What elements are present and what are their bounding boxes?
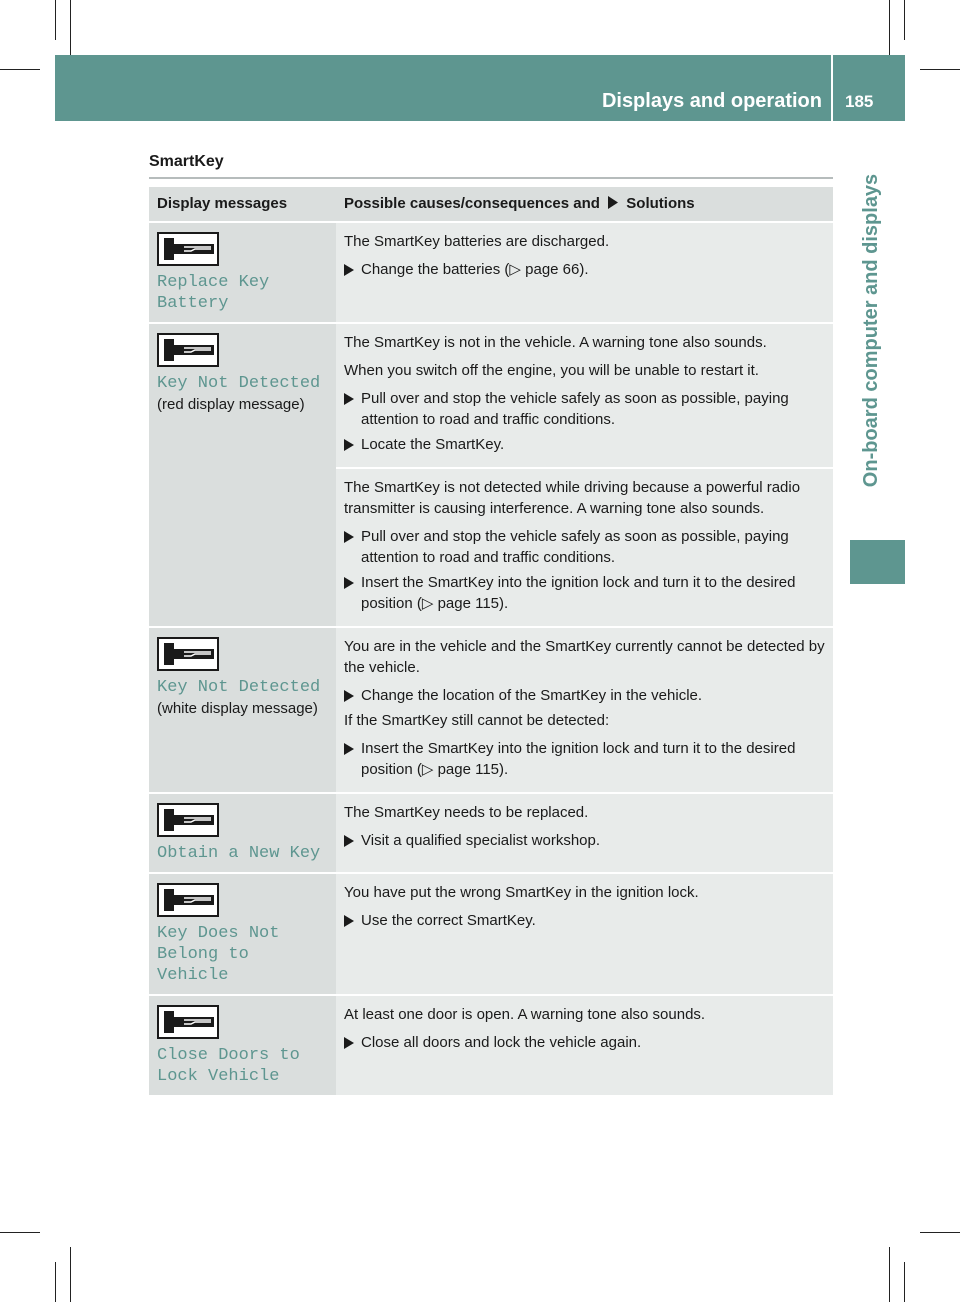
- crop-mark: [889, 1247, 890, 1302]
- cause-text: The SmartKey batteries are discharged.: [344, 233, 610, 250]
- solution-block: [336, 996, 833, 1065]
- display-message-cell: [149, 874, 336, 994]
- solution-block: [336, 794, 833, 863]
- crop-mark: [0, 1232, 40, 1233]
- solution-block: [336, 628, 833, 792]
- arrow-right-icon: [344, 1037, 354, 1049]
- crop-mark: [0, 69, 40, 70]
- cause-text: The SmartKey is not in the vehicle. A warning tone also sounds.: [344, 334, 767, 351]
- arrow-right-icon: [344, 915, 354, 927]
- arrow-right-icon: [607, 196, 619, 209]
- crop-mark: [904, 1262, 905, 1302]
- column-header-display-messages: Display messages: [157, 195, 288, 212]
- arrow-right-icon: [344, 577, 354, 589]
- instruction-text: Locate the SmartKey.: [361, 436, 505, 453]
- table-row: [149, 628, 833, 794]
- instruction-text: Use the correct SmartKey.: [361, 912, 536, 929]
- smartkey-icon: [157, 883, 219, 917]
- instruction-text: Insert the SmartKey into the ignition lock and turn it to the desired position (▷ page 115).: [361, 740, 796, 778]
- table-row: [149, 874, 833, 996]
- display-message-cell: [149, 794, 336, 872]
- instruction-step: [344, 526, 827, 568]
- instruction-step: [344, 685, 827, 706]
- display-message-text: Obtain a New Key: [157, 844, 321, 863]
- display-message-cell: [149, 324, 336, 626]
- arrow-right-icon: [344, 835, 354, 847]
- solution-block: [336, 223, 833, 292]
- side-tab-marker: [850, 540, 905, 584]
- solution-cell: [336, 874, 833, 994]
- display-message-cell: [149, 223, 336, 322]
- section-rule: [149, 177, 833, 179]
- column-header-causes: Possible causes/consequences and: [344, 195, 600, 212]
- column-header-solutions-label: Solutions: [626, 195, 695, 212]
- crop-mark: [920, 1232, 960, 1233]
- solution-cell: [336, 324, 833, 626]
- instruction-text: Pull over and stop the vehicle safely as soon as possible, paying attention to road and traffic conditions.: [361, 390, 789, 428]
- crop-mark: [55, 1262, 56, 1302]
- display-messages-table: [149, 187, 833, 1097]
- arrow-right-icon: [344, 531, 354, 543]
- instruction-step: [344, 830, 827, 851]
- section-title: SmartKey: [149, 153, 224, 170]
- display-message-note: (white display message): [157, 700, 318, 717]
- arrow-right-icon: [344, 743, 354, 755]
- table-row: [149, 223, 833, 324]
- arrow-right-icon: [344, 393, 354, 405]
- solution-block: [336, 874, 833, 943]
- cause-text: At least one door is open. A warning tone also sounds.: [344, 1006, 706, 1023]
- cause-text: You are in the vehicle and the SmartKey currently cannot be detected by the vehicle.: [344, 638, 825, 676]
- crop-mark: [920, 69, 960, 70]
- table-row: [149, 794, 833, 874]
- display-message-note: (red display message): [157, 396, 305, 413]
- solution-cell: [336, 628, 833, 792]
- solution-cell: [336, 794, 833, 872]
- instruction-step: [344, 910, 827, 931]
- instruction-step: [344, 259, 827, 280]
- instruction-text: Visit a qualified specialist workshop.: [361, 832, 601, 849]
- arrow-right-icon: [344, 690, 354, 702]
- cause-text: When you switch off the engine, you will be unable to restart it.: [344, 362, 759, 379]
- instruction-step: [344, 738, 827, 780]
- crop-mark: [55, 0, 56, 40]
- instruction-step: [344, 572, 827, 614]
- smartkey-icon: [157, 803, 219, 837]
- solution-block: [336, 467, 833, 626]
- cause-text: The SmartKey needs to be replaced.: [344, 804, 589, 821]
- instruction-text: Close all doors and lock the vehicle again.: [361, 1034, 642, 1051]
- display-message-text: Key Not Detected: [157, 678, 321, 697]
- instruction-step: [344, 1032, 827, 1053]
- smartkey-icon: [157, 232, 219, 266]
- arrow-right-icon: [344, 439, 354, 451]
- arrow-right-icon: [344, 264, 354, 276]
- instruction-step: [344, 388, 827, 430]
- page-number: 185: [845, 92, 874, 111]
- table-row: [149, 324, 833, 628]
- cause-text: If the SmartKey still cannot be detected:: [344, 712, 610, 729]
- cause-text: The SmartKey is not detected while driving because a powerful radio transmitter is causing interference. A warning tone also sounds.: [344, 479, 801, 517]
- crop-mark: [70, 1247, 71, 1302]
- display-message-text: Key Not Detected: [157, 374, 321, 393]
- smartkey-icon: [157, 637, 219, 671]
- instruction-text: Change the batteries (▷ page 66).: [361, 261, 589, 278]
- display-message-text: Key Does Not Belong to Vehicle: [157, 924, 280, 985]
- side-tab-label: On-board computer and displays: [860, 173, 883, 487]
- solution-cell: [336, 996, 833, 1095]
- display-message-text: Close Doors to Lock Vehicle: [157, 1046, 300, 1086]
- display-message-text: Replace Key Battery: [157, 273, 280, 313]
- crop-mark: [70, 0, 71, 55]
- solution-cell: [336, 223, 833, 322]
- smartkey-icon: [157, 333, 219, 367]
- instruction-text: Change the location of the SmartKey in the vehicle.: [361, 687, 703, 704]
- crop-mark: [904, 0, 905, 40]
- chapter-title: Displays and operation: [601, 90, 822, 112]
- table-body: [149, 223, 833, 1097]
- side-tab: [846, 125, 898, 535]
- crop-mark: [889, 0, 890, 55]
- header-divider: [831, 55, 833, 121]
- cause-text: You have put the wrong SmartKey in the ignition lock.: [344, 884, 699, 901]
- table-header: [149, 187, 833, 223]
- solution-block: [336, 324, 833, 467]
- instruction-step: [344, 434, 827, 455]
- display-message-cell: [149, 996, 336, 1095]
- instruction-text: Pull over and stop the vehicle safely as soon as possible, paying attention to road and traffic conditions.: [361, 528, 789, 566]
- smartkey-icon: [157, 1005, 219, 1039]
- instruction-text: Insert the SmartKey into the ignition lock and turn it to the desired position (▷ page 115).: [361, 574, 796, 612]
- column-header-solutions: [336, 187, 833, 221]
- display-message-cell: [149, 628, 336, 792]
- table-row: [149, 996, 833, 1097]
